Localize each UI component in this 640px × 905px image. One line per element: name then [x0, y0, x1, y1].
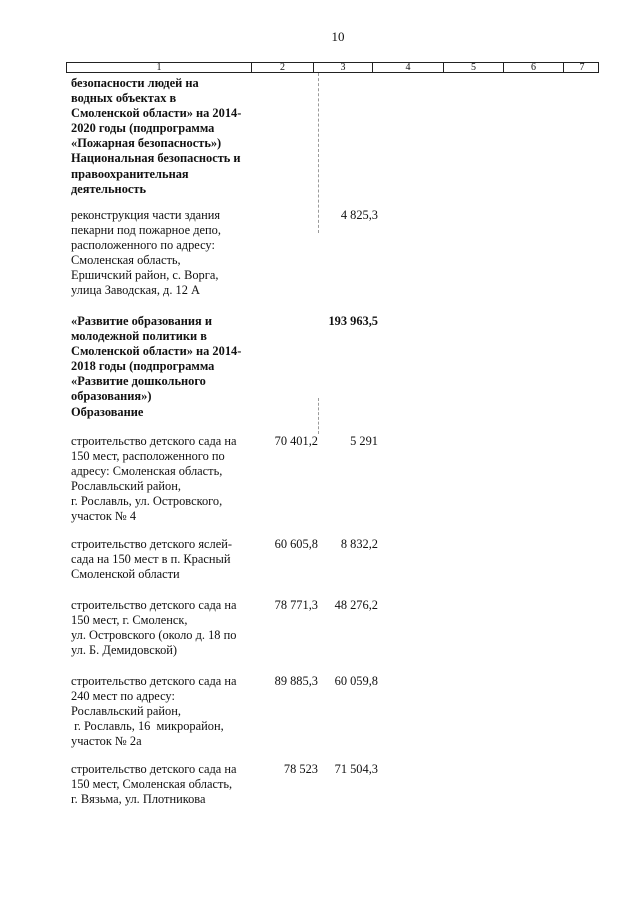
table-header-row	[66, 62, 599, 73]
row-value-col3: 4 825,3	[340, 208, 378, 222]
header-col-4: 4	[372, 63, 443, 72]
row-value-col2: 78 523	[283, 762, 318, 776]
row-description: реконструкция части здания пекарни под пожарное депо, расположенного по адресу: Смоленская область, Ершичский район, с. Ворга, улица Заводская, д. 12 А	[71, 208, 221, 298]
row-description: безопасности людей на водных объектах в Смоленской области» на 2014- 2020 годы (подпрограмма «Пожарная безопасность») Национальная безопасность и правоохранительная деятельность	[71, 76, 242, 196]
row-value-col3: 71 504,3	[334, 762, 378, 776]
row-value-col3: 193 963,5	[328, 314, 378, 328]
page-number: 10	[331, 29, 345, 44]
row-value-col3: 5 291	[350, 434, 378, 448]
row-value-col2: 70 401,2	[274, 434, 318, 448]
column-divider	[318, 398, 319, 434]
row-value-col2: 89 885,3	[274, 674, 318, 688]
header-col-7: 7	[563, 63, 600, 72]
header-col-6: 6	[503, 63, 563, 72]
header-col-3: 3	[313, 63, 372, 72]
row-value-col2: 60 605,8	[274, 537, 318, 551]
row-value-col3: 60 059,8	[334, 674, 378, 688]
header-col-2: 2	[251, 63, 313, 72]
row-description: строительство детского сада на 150 мест, г. Смоленск, ул. Островского (около д. 18 по ул. Б. Демидовской)	[71, 598, 237, 658]
header-col-5: 5	[443, 63, 503, 72]
row-value-col3: 8 832,2	[340, 537, 378, 551]
column-divider	[318, 73, 319, 233]
row-description: строительство детского сада на 240 мест по адресу: Рославльский район, г. Рославль, 16 микрорайон, участок № 2а	[71, 674, 237, 749]
row-value-col2: 78 771,3	[274, 598, 318, 612]
row-description: строительство детского сада на 150 мест, Смоленская область, г. Вязьма, ул. Плотникова	[71, 762, 237, 807]
row-description: строительство детского сада на 150 мест, расположенного по адресу: Смоленская область, Рославльский район, г. Рославль, ул. Островского, участок № 4	[71, 434, 237, 524]
header-col-1: 1	[156, 62, 162, 73]
row-description: «Развитие образования и молодежной политики в Смоленской области» на 2014- 2018 годы (подпрограмма «Развитие дошкольного образования») Образование	[71, 314, 242, 419]
row-value-col3: 48 276,2	[334, 598, 378, 612]
row-description: строительство детского яслей- сада на 150 мест в п. Красный Смоленской области	[71, 537, 232, 582]
